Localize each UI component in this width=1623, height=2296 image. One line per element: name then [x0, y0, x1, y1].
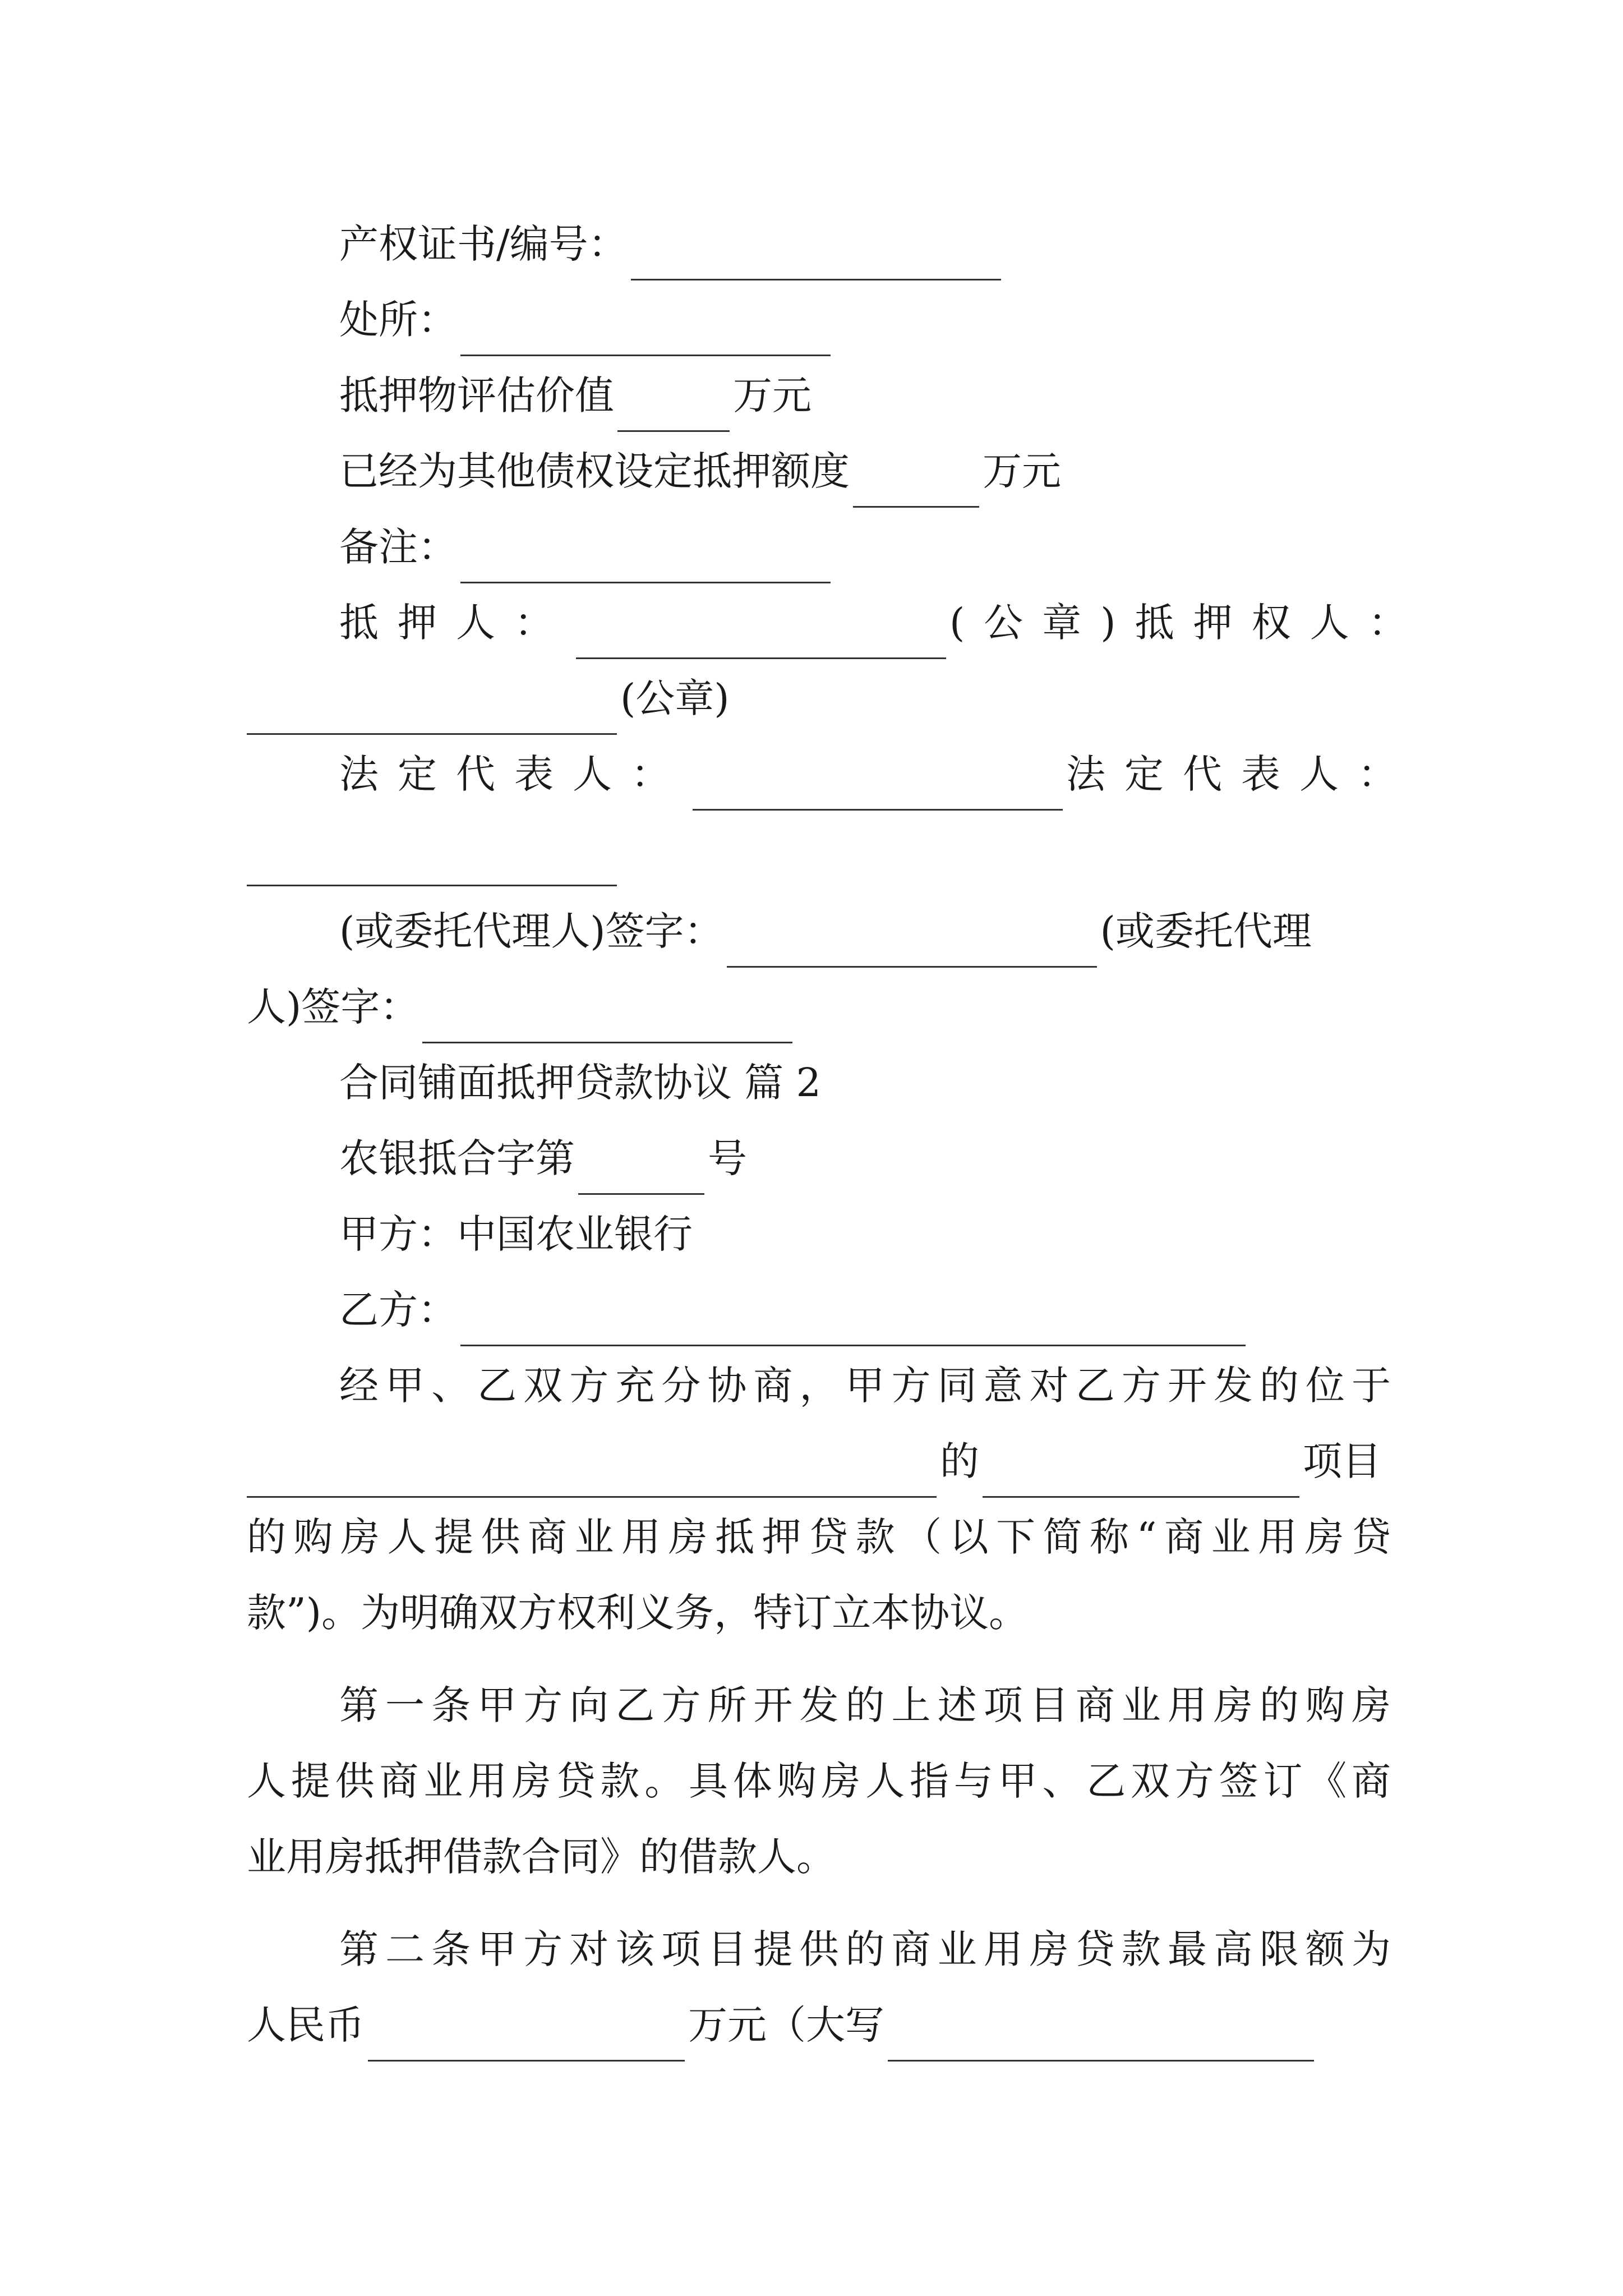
- line-assessed-value: [247, 359, 1391, 432]
- line-property-cert: [247, 208, 1391, 280]
- label-agent-sign-2: (或委托代理: [1100, 908, 1312, 954]
- para-intro-line-1: [247, 1349, 1391, 1422]
- label-location: 处所：: [339, 297, 457, 343]
- article-2-line-2: [247, 1989, 1391, 2062]
- line-agent-sign-cont: [247, 970, 1391, 1043]
- blank-agent-sign-1[interactable]: [727, 922, 1097, 968]
- label-party-b: 乙方：: [339, 1287, 457, 1333]
- label-rmb: 人民币: [247, 2002, 365, 2048]
- article-2-text-1: 第二条甲方对该项目提供的商业用房贷款最高限额为: [339, 1926, 1391, 1972]
- label-property-cert: 产权证书/编号：: [339, 221, 628, 267]
- blank-remarks[interactable]: [460, 538, 831, 583]
- unit-existing-mortgage: 万元: [983, 448, 1061, 494]
- section-title-text: 合同铺面抵押贷款协议 篇 2: [339, 1060, 822, 1106]
- line-location: [247, 283, 1391, 356]
- blank-location[interactable]: [460, 311, 831, 356]
- line-mortgagor: [247, 586, 1427, 659]
- blank-location-of[interactable]: [247, 1452, 937, 1498]
- para-intro-text-1: 经甲、乙双方充分协商，甲方同意对乙方开发的位于: [339, 1363, 1391, 1409]
- blank-legal-rep-2[interactable]: [247, 841, 617, 886]
- line-legal-rep-blank: [247, 813, 1391, 886]
- article-2-line-1: [247, 1913, 1391, 1986]
- blank-mortgagor[interactable]: [576, 614, 946, 659]
- label-mortgagee: (公章)抵押权人：: [949, 600, 1427, 646]
- label-legal-rep-1: 法定代表人：: [339, 751, 689, 797]
- line-mortgagee-seal: [247, 662, 1391, 735]
- party-a-text: 甲方：中国农业银行: [339, 1211, 693, 1257]
- label-agent-sign-cont: 人)签字：: [247, 984, 419, 1030]
- label-project: 项目: [1303, 1438, 1381, 1484]
- blank-mortgagee[interactable]: [247, 689, 617, 735]
- line-legal-rep: [247, 738, 1416, 811]
- article-1-text-1: 第一条甲方向乙方所开发的上述项目商业用房的购房: [339, 1682, 1391, 1728]
- label-amount-unit: 万元（大写: [688, 2002, 884, 2048]
- label-contract-no: 农银抵合字第: [339, 1135, 575, 1181]
- line-party-a: [247, 1198, 1391, 1271]
- blank-existing-mortgage[interactable]: [853, 462, 979, 508]
- blank-project-name[interactable]: [983, 1452, 1299, 1498]
- label-assessed-value: 抵押物评估价值: [339, 372, 614, 418]
- line-remarks: [247, 510, 1391, 583]
- blank-amount[interactable]: [368, 2016, 685, 2062]
- article-1-line-1: [247, 1669, 1391, 1742]
- label-of: 的: [940, 1438, 979, 1484]
- para-intro-line-3: [247, 1501, 1391, 1573]
- blank-assessed-value[interactable]: [617, 386, 730, 432]
- article-1-line-3: [247, 1820, 1391, 1893]
- blank-party-b[interactable]: [460, 1301, 1246, 1346]
- label-mortgagor: 抵押人：: [339, 600, 573, 646]
- blank-agent-sign-2[interactable]: [422, 998, 792, 1043]
- para-intro-line-2: [247, 1425, 1391, 1498]
- line-party-b: [247, 1273, 1391, 1346]
- line-existing-mortgage: [247, 435, 1391, 508]
- label-contract-no-suffix: 号: [708, 1135, 747, 1181]
- label-seal: (公章): [620, 675, 730, 721]
- line-agent-sign: [247, 895, 1391, 968]
- blank-contract-no[interactable]: [578, 1149, 704, 1195]
- article-1-text-3: 业用房抵押借款合同》的借款人。: [247, 1834, 836, 1880]
- label-remarks: 备注：: [339, 524, 457, 570]
- unit-assessed-value: 万元: [733, 372, 811, 418]
- label-agent-sign-1: (或委托代理人)签字：: [339, 908, 723, 954]
- label-legal-rep-2: 法定代表人：: [1066, 751, 1416, 797]
- article-1-line-2: [247, 1745, 1391, 1818]
- section-title: [247, 1046, 1391, 1119]
- article-1-text-2: 人提供商业用房贷款。具体购房人指与甲、乙双方签订《商: [247, 1758, 1391, 1804]
- blank-amount-words[interactable]: [888, 2016, 1314, 2062]
- para-intro-line-4: [247, 1576, 1391, 1649]
- label-existing-mortgage: 已经为其他债权设定抵押额度: [339, 448, 850, 494]
- blank-legal-rep-1[interactable]: [693, 765, 1063, 811]
- para-intro-text-3: 的购房人提供商业用房抵押贷款（以下简称“商业用房贷: [247, 1514, 1391, 1560]
- para-intro-text-4: 款”)。为明确双方权利义务，特订立本协议。: [247, 1590, 1029, 1636]
- blank-property-cert[interactable]: [631, 235, 1001, 280]
- line-contract-no: [247, 1122, 1391, 1195]
